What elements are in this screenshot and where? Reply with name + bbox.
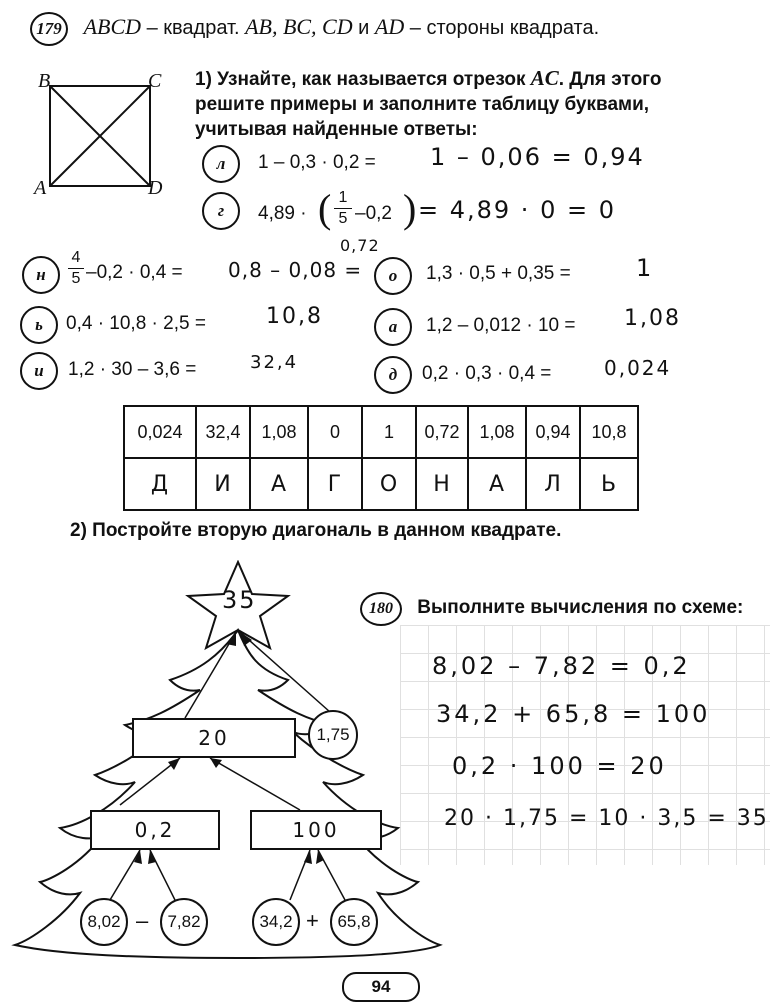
table-cell: Г [308,458,362,510]
example-l-answer: 1 – 0,06 = 0,94 [430,143,645,171]
table-cell: Н [416,458,468,510]
letter-circle-n: н [22,256,60,294]
example-g-pre: 4,89 · [258,203,307,224]
example-g-paren: ( [318,186,332,231]
vertex-label-d: D [148,177,163,199]
example-soft-sign-expr: 0,4 · 10,8 · 2,5 = [66,313,206,334]
star-value: 35 [222,586,257,614]
vertex-label-c: C [148,70,162,92]
example-o-answer: 1 [636,254,654,282]
tree-leaf: 8,02 [80,898,128,946]
example-l-expr: 1 – 0,3 · 0,2 = [258,152,376,173]
table-cell: 0,72 [416,406,468,458]
task-179-header [30,12,599,46]
table-cell: О [362,458,416,510]
part1-line3: учитывая найденные ответы: [195,119,478,140]
calc-line: 20 · 1,75 = 10 · 3,5 = 35 [444,806,769,831]
table-cell: 1,08 [250,406,308,458]
letter-circle-a: а [374,308,412,346]
table-row-numbers [124,406,638,458]
tree-box-top: 20 [132,718,296,758]
table-cell: Л [526,458,580,510]
task-number-badge: 180 [360,592,402,626]
part1-line1: 1) Узнайте, как называется отрезок [195,69,531,90]
operator-plus: + [306,908,319,933]
table-cell: А [250,458,308,510]
part1-instructions [195,66,765,142]
example-o-expr: 1,3 · 0,5 + 0,35 = [426,263,571,284]
letter-circle-g: г [202,192,240,230]
example-i-answer: 32,4 [250,352,299,373]
example-g-answer: = 4,89 · 0 = 0 [418,196,616,224]
tree-leaf: 34,2 [252,898,300,946]
fraction-numerator: 4 [68,248,84,269]
operator-minus: – [136,908,149,933]
table-cell: И [196,458,250,510]
page-number [342,972,420,1002]
example-d-answer: 0,024 [604,356,672,380]
example-n-expr: –0,2 · 0,4 = [86,262,183,283]
example-g-paren-close: ) [403,186,417,231]
calc-line: 34,2 + 65,8 = 100 [436,700,711,728]
vertex-label-b: B [38,70,51,92]
example-g-after: –0,2 [355,203,392,224]
statement-sides: AB, BC, CD [245,14,353,39]
tree-leaf: 65,8 [330,898,378,946]
tree-circle-right: 1,75 [308,710,358,760]
fraction-numerator: 1 [334,188,352,209]
task-number-badge: 179 [30,12,68,46]
statement-text-1: – квадрат. [141,17,246,39]
example-n-answer: 0,8 – 0,08 = [228,258,363,282]
table-cell: Ь [580,458,638,510]
letter-circle-d: д [374,356,412,394]
example-g-fraction [334,188,352,229]
segment-ac: AC [530,66,559,90]
tree-box-bottom-right: 100 [250,810,382,850]
part1-line1-end: . Для этого [558,69,662,90]
vertex-label-a: A [34,177,47,199]
tree-box-bottom-left: 0,2 [90,810,220,850]
table-cell: 1,08 [468,406,526,458]
part1-line2: решите примеры и заполните таблицу буквами, [195,94,650,115]
table-cell: 32,4 [196,406,250,458]
calc-line: 8,02 – 7,82 = 0,2 [432,652,691,680]
example-n-fraction [68,248,84,289]
statement-text-3: – стороны квадрата. [404,17,600,39]
letter-circle-i: и [20,352,58,390]
table-cell: 0,024 [124,406,196,458]
table-cell: 0,94 [526,406,580,458]
table-cell: 0 [308,406,362,458]
task-180-title: Выполните вычисления по схеме: [417,597,744,618]
table-cell: 1 [362,406,416,458]
table-cell: А [468,458,526,510]
fraction-denominator: 5 [71,270,81,287]
answer-table [123,405,639,511]
example-a-answer: 1,08 [624,306,681,331]
example-d-expr: 0,2 · 0,3 · 0,4 = [422,363,552,384]
statement-ad: AD [374,14,405,39]
letter-circle-o: о [374,257,412,295]
table-row-letters [124,458,638,510]
statement-text-2: и [352,17,375,39]
fraction-denominator: 5 [338,210,348,227]
part2-instruction: 2) Постройте вторую диагональ в данном квадрате. [70,520,562,541]
example-n-answer-above: 0,72 [340,236,380,255]
letter-circle-l: л [202,145,240,183]
page-number-text: 94 [371,977,391,996]
example-soft-sign-answer: 10,8 [266,304,323,329]
table-cell: 10,8 [580,406,638,458]
tree-outline [15,630,440,958]
example-i-expr: 1,2 · 30 – 3,6 = [68,359,197,380]
example-a-expr: 1,2 – 0,012 · 10 = [426,315,576,336]
statement-abcd: ABCD [83,14,142,39]
task-180-header [360,592,743,626]
letter-circle-soft-sign: ь [20,306,58,344]
calc-line: 0,2 · 100 = 20 [452,752,667,780]
tree-leaf: 7,82 [160,898,208,946]
table-cell: Д [124,458,196,510]
